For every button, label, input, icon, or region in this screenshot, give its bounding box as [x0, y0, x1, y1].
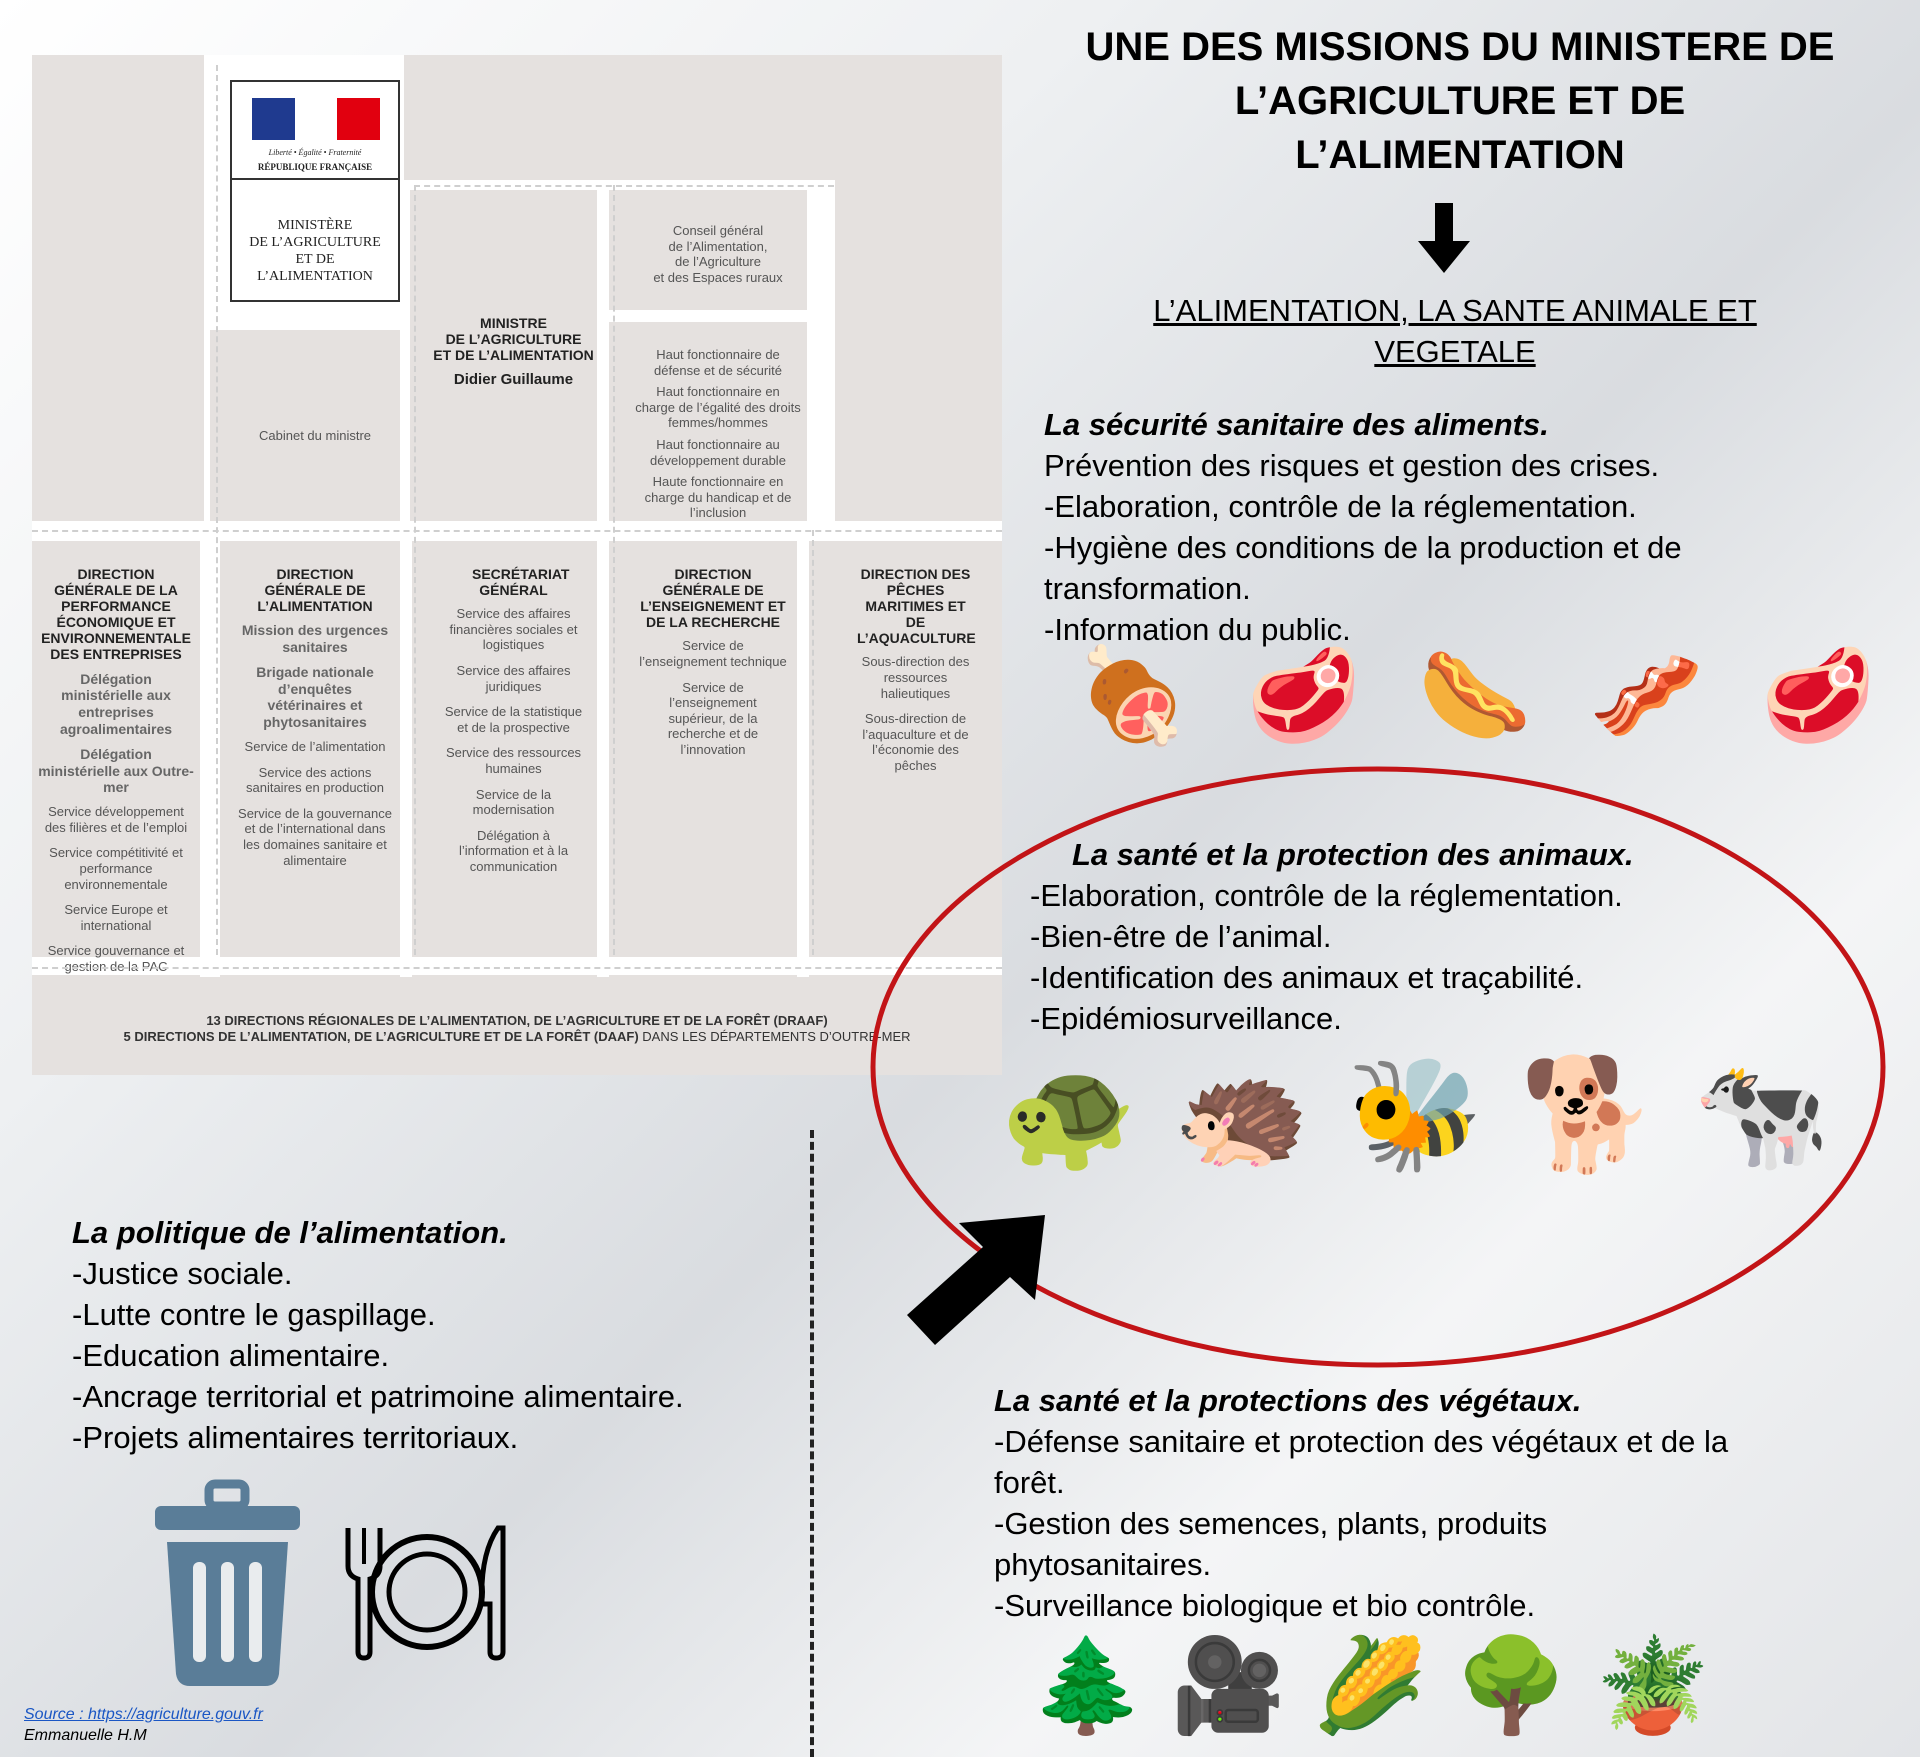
tree-icon: 🌳 [1454, 1635, 1569, 1737]
meat-icons [1075, 645, 1875, 747]
direction-dpma: DIRECTION DES PÊCHES MARITIMES ET DE L’AQUACULTURE Sous-direction des ressources halieutiques Sous-direction de l’aquaculture et de l’économie des pêches [829, 548, 1002, 957]
steak-icon: 🥩 [1760, 645, 1875, 747]
turtle-icon: 🐢 [1000, 1053, 1137, 1176]
movie-camera-icon: 🎥 [1171, 1635, 1286, 1737]
direction-dgpe: DIRECTION GÉNÉRALE DE LA PERFORMANCE ÉCONOMIQUE ET ENVIRONNEMENTALE DES ENTREPRISES Délégation ministérielle aux entreprises agroalimentaires Délégation ministérielle aux Outre-mer Service développement des filières et de l’emploi Service compétitivité et performance environnementale Service Europe et international Service gouvernance et gestion de la PAC [32, 548, 200, 957]
minister-name: Didier Guillaume [453, 371, 574, 389]
council-box: Conseil général de l’Alimentation, de l’Agriculture et des Espaces ruraux [629, 205, 807, 305]
motto: Liberté • Égalité • Fraternité [268, 148, 362, 157]
cabinet-box: Cabinet du ministre [230, 333, 400, 521]
salami-icon: 🥓 [1589, 645, 1704, 747]
high-officials-box: Haut fonctionnaire de défense et de sécurité Haut fonctionnaire en charge de l’égalité des droits femmes/hommes Haut fonctionnaire au développement durable Haute fonctionnaire en charge du handicap et de l’inclusion [629, 333, 807, 521]
fir-tree-icon: 🌲 [1030, 1635, 1145, 1737]
plant-health-section: La santé et la protections des végétaux. -Défense sanitaire et protection des végétaux et de la forêt. -Gestion des semences, plants, produits phytosanitaires. -Surveillance biologique et bio contrôle. [994, 1380, 1894, 1626]
plate-cutlery-icon [340, 1524, 515, 1659]
animal-health-section: La santé et la protection des animaux. -Elaboration, contrôle de la réglementation. -Bien-être de l’animal. -Identification des animaux et traçabilité. -Epidémiosurveillance. [1030, 834, 1880, 1039]
hedgehog-icon: 🦔 [1173, 1053, 1311, 1176]
direction-dgal: DIRECTION GÉNÉRALE DE L’ALIMENTATION Mission des urgences sanitaires Brigade nationale d’enquêtes vétérinaires et phytosanitaires Service de l’alimentation Service des actions sanitaires en production Service de la gouvernance et de l’international dans les domaines sanitaire et alimentaire [230, 548, 400, 957]
regional-directions: 13 DIRECTIONS RÉGIONALES DE L’ALIMENTATION, DE L’AGRICULTURE ET DE LA FORÊT (DRAAF) 5 DIRECTIONS DE L’ALIMENTATION, DE L’AGRICULTURE ET DE LA FORÊT (DAAF) DANS LES DÉPARTEMENTS D’OUTRE-MER [32, 977, 1002, 1075]
direction-dger: DIRECTION GÉNÉRALE DE L’ENSEIGNEMENT ET DE LA RECHERCHE Service de l’enseignement technique Service de l’enseignement supérieur, de la recherche et de l’innovation [629, 548, 797, 957]
page-subtitle: L’ALIMENTATION, LA SANTE ANIMALE ET VEGETALE [1153, 293, 1757, 369]
down-arrow-icon [1418, 203, 1470, 273]
animal-health-heading: La santé et la protection des animaux. [1072, 837, 1634, 872]
minister-box: MINISTRE DE L’AGRICULTURE ET DE L’ALIMENTATION Didier Guillaume [430, 205, 597, 521]
ministry-logo [230, 80, 400, 302]
trash-can-icon [155, 1484, 300, 1686]
roast-meat-icon: 🥩 [1246, 645, 1361, 747]
ham-icon: 🍖 [1075, 645, 1190, 747]
food-safety-section: La sécurité sanitaire des aliments. Prévention des risques et gestion des crises. -Elaboration, contrôle de la réglementation. -Hygiène des conditions de la production et de transformation. -Information du public. [1044, 404, 1904, 650]
dog-icon: 🐕 [1519, 1053, 1657, 1176]
org-chart [32, 55, 1002, 1075]
bee-icon: 🐝 [1346, 1053, 1484, 1176]
food-policy-section: La politique de l’alimentation. -Justice sociale. -Lutte contre le gaspillage. -Education alimentaire. -Ancrage territorial et patrimoine alimentaire. -Projets alimentaires territoriaux. [72, 1212, 812, 1458]
food-safety-heading: La sécurité sanitaire des aliments. [1044, 407, 1549, 442]
potted-plant-icon: 🪴 [1595, 1635, 1710, 1737]
page-title: UNE DES MISSIONS DU MINISTERE DE L’AGRICULTURE ET DE L’ALIMENTATION [1085, 25, 1835, 177]
plant-health-heading: La santé et la protections des végétaux. [994, 1383, 1582, 1418]
corn-icon: 🌽 [1312, 1635, 1428, 1737]
direction-sg: SECRÉTARIAT GÉNÉRAL Service des affaires financières sociales et logistiques Service des affaires juridiques Service de la statistique et de la prospective Service des ressources humaines Service de la modernisation Délégation à l’information et à la communication [430, 548, 597, 957]
marianne-flag-icon [252, 98, 380, 140]
republic-label: RÉPUBLIQUE FRANÇAISE [257, 162, 373, 172]
cow-icon: 🐄 [1693, 1053, 1830, 1176]
ministry-name: MINISTÈRE DE L’AGRICULTURE ET DE L’ALIMENTATION [249, 218, 381, 284]
plant-icons [1030, 1635, 1710, 1737]
sausages-icon: 🌭 [1417, 645, 1533, 747]
food-policy-heading: La politique de l’alimentation. [72, 1215, 508, 1250]
animal-icons [1000, 1053, 1830, 1176]
diagonal-arrow-icon [895, 1205, 1055, 1345]
source-link[interactable]: Source : https://agriculture.gouv.fr [24, 1706, 263, 1723]
author-credit: Emmanuelle H.M [24, 1727, 147, 1744]
